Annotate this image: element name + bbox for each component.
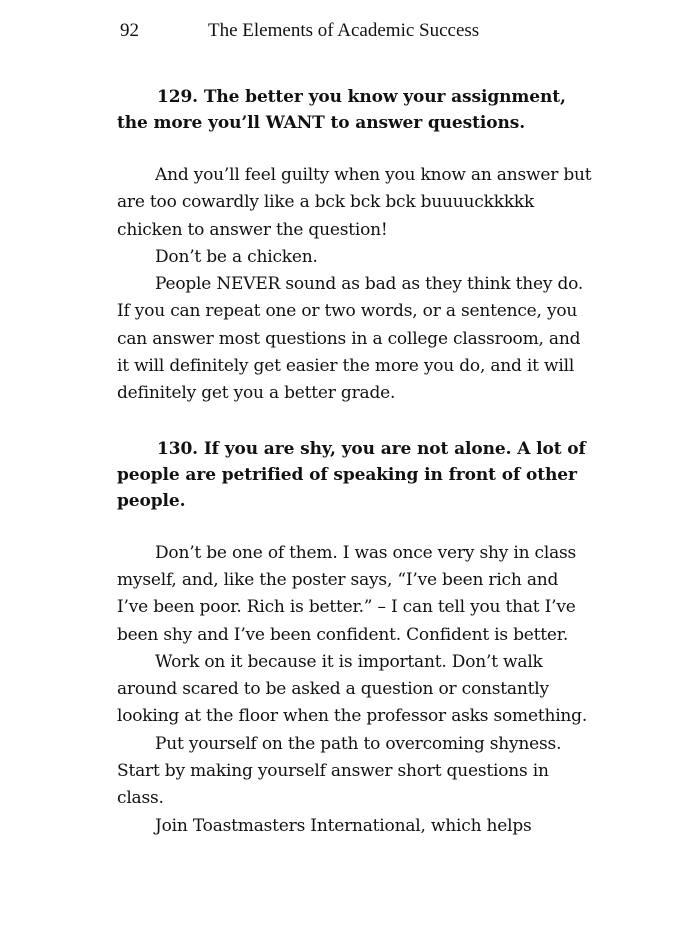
- paragraph: Work on it because it is important. Don’t walk around scared to be asked a question or constantly looking at the floor when the professor asks something.: [117, 651, 588, 727]
- paragraph: And you’ll feel guilty when you know an answer but are too cowardly like a bck bck bck buuuuckkkkk chicken to answer the question!: [117, 165, 592, 240]
- section-heading-130: 130. If you are shy, you are not alone. A lot of people are petrified of speaking in front of other people.: [117, 438, 586, 511]
- paragraph: Join Toastmasters International, which helps: [155, 815, 532, 836]
- running-title: The Elements of Academic Success: [208, 20, 480, 41]
- page-body: [117, 84, 592, 840]
- paragraph: Don’t be one of them. I was once very shy in class myself, and, like the poster says, “I’ve been rich and I’ve been poor. Rich is better.” – I can tell you that I’ve been shy and I’ve been confident. Confident is better.: [117, 542, 577, 645]
- section-heading-129: 129. The better you know your assignment, the more you’ll WANT to answer questions.: [117, 87, 566, 133]
- paragraph: People NEVER sound as bad as they think they do. If you can repeat one or two words, or a sentence, you can answer most questions in a college classroom, and it will definitely get easier the more you do, and it will definitely get you a better grade.: [117, 274, 584, 404]
- paragraph: Put yourself on the path to overcoming shyness. Start by making yourself answer short questions in class.: [117, 733, 562, 809]
- running-header: [120, 20, 580, 50]
- paragraph: Don’t be a chicken.: [155, 246, 318, 267]
- page-number: 92: [120, 20, 139, 41]
